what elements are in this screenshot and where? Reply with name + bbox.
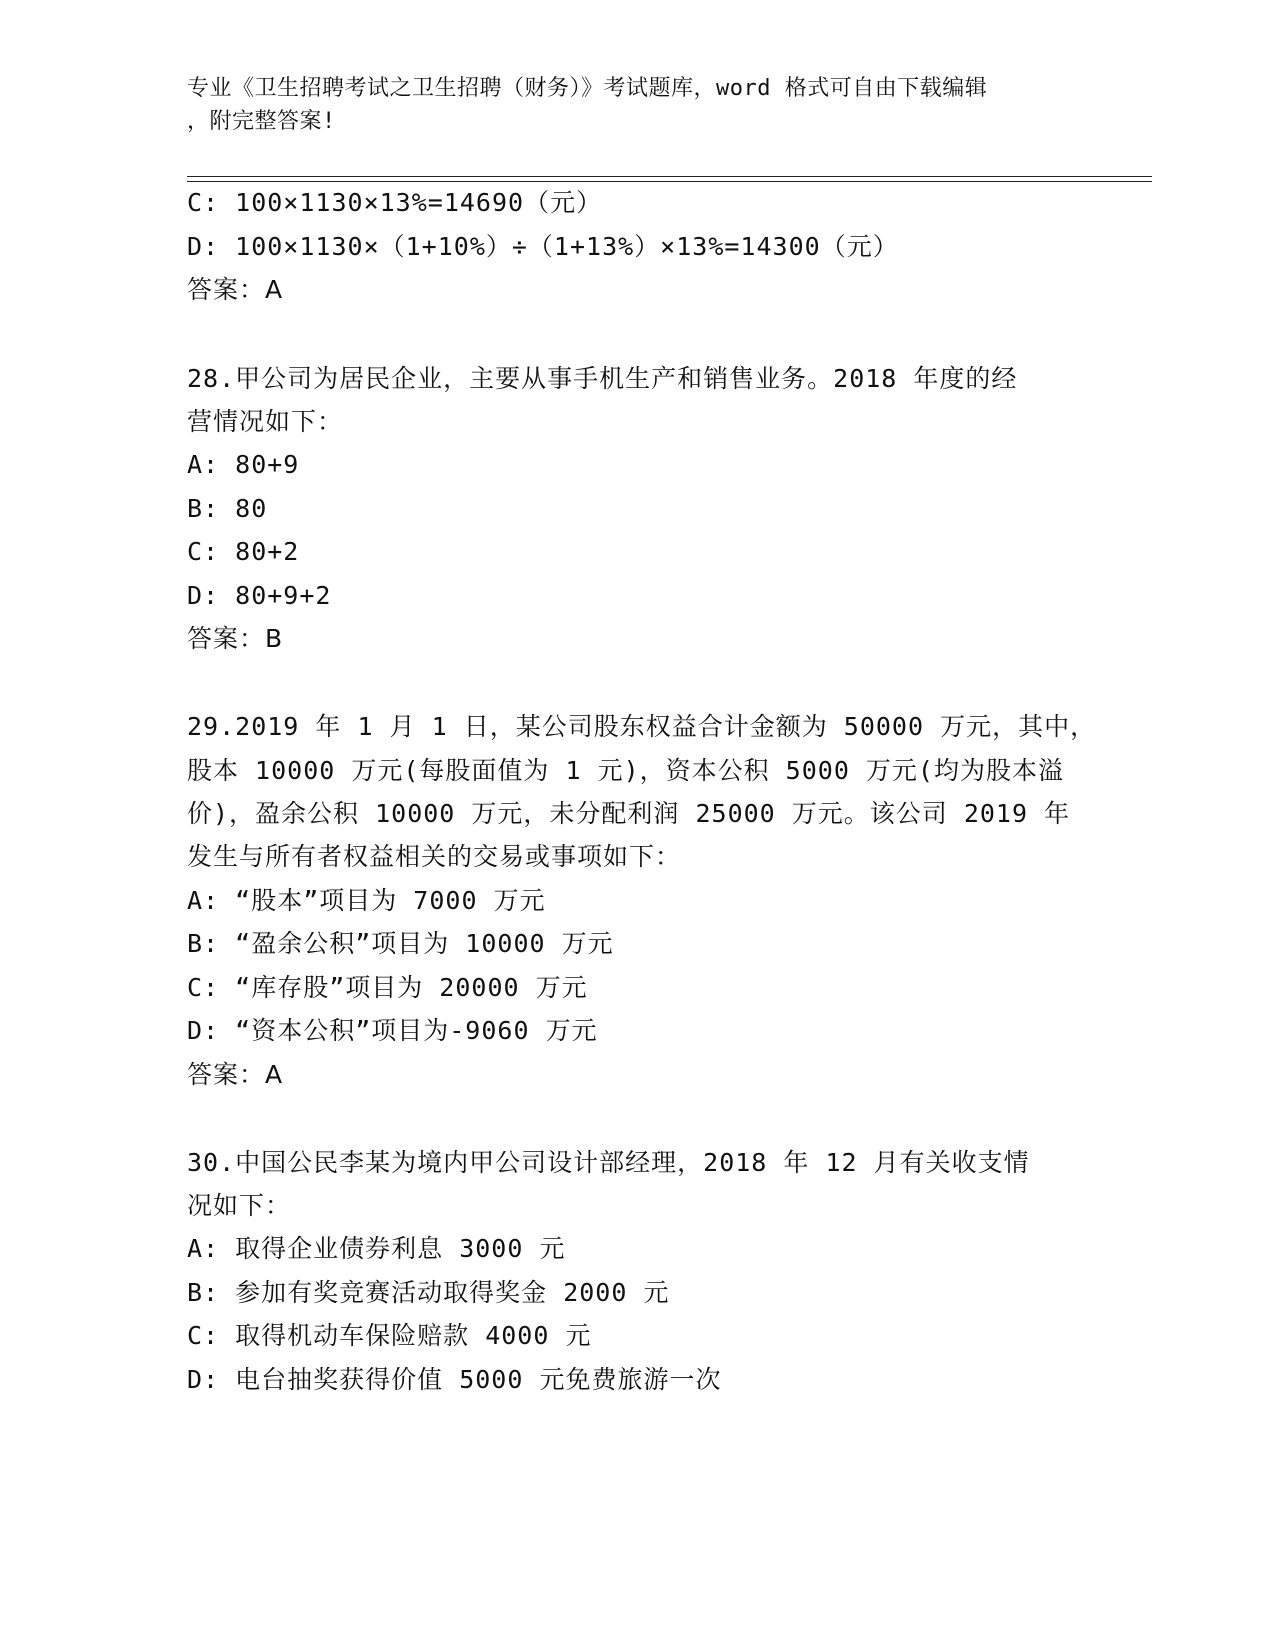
header-divider-bottom (187, 181, 1152, 182)
q29-stem-line-1: 29.2019 年 1 月 1 日，某公司股东权益合计金额为 50000 万元，其中， (187, 712, 1097, 741)
q30-option-c: C: 取得机动车保险赔款 4000 元 (187, 1321, 592, 1350)
q30-stem-line-2: 况如下： (187, 1191, 292, 1220)
q27-answer: 答案：A (187, 275, 284, 304)
q29-stem-line-4: 发生与所有者权益相关的交易或事项如下： (187, 842, 682, 871)
header-line-2: ，附完整答案! (187, 109, 336, 134)
q30-option-d: D: 电台抽奖获得价值 5000 元免费旅游一次 (187, 1365, 722, 1394)
q29-option-d: D: “资本公积”项目为-9060 万元 (187, 1016, 598, 1045)
q30-option-a: A: 取得企业债券利息 3000 元 (187, 1234, 566, 1263)
q28-option-d: D: 80+9+2 (187, 581, 332, 610)
header-divider-top (187, 176, 1152, 177)
q28-option-a: A: 80+9 (187, 450, 300, 479)
header-line-1: 专业《卫生招聘考试之卫生招聘（财务）》考试题库，word 格式可自由下载编辑 (187, 76, 988, 101)
q29-stem-line-2: 股本 10000 万元(每股面值为 1 元)，资本公积 5000 万元(均为股本溢 (187, 756, 1064, 785)
q28-stem-line-1: 28.甲公司为居民企业，主要从事手机生产和销售业务。2018 年度的经 (187, 364, 1018, 393)
q28-option-b: B: 80 (187, 494, 268, 523)
q30-stem-line-1: 30.中国公民李某为境内甲公司设计部经理，2018 年 12 月有关收支情 (187, 1148, 1030, 1177)
q27-option-c: C: 100×1130×13%=14690（元） (187, 188, 603, 217)
q29-option-b: B: “盈余公积”项目为 10000 万元 (187, 929, 614, 958)
q29-option-a: A: “股本”项目为 7000 万元 (187, 886, 546, 915)
q28-option-c: C: 80+2 (187, 537, 300, 566)
q28-answer: 答案：B (187, 624, 284, 653)
q29-answer: 答案：A (187, 1060, 284, 1089)
q27-option-d: D: 100×1130×（1+10%）÷（1+13%）×13%=14300（元） (187, 232, 899, 261)
q29-option-c: C: “库存股”项目为 20000 万元 (187, 973, 588, 1002)
q28-stem-line-2: 营情况如下： (187, 407, 344, 436)
q29-stem-line-3: 价)，盈余公积 10000 万元，未分配利润 25000 万元。该公司 2019 年 (187, 799, 1071, 828)
q30-option-b: B: 参加有奖竞赛活动取得奖金 2000 元 (187, 1278, 670, 1307)
document-header (187, 72, 1087, 138)
